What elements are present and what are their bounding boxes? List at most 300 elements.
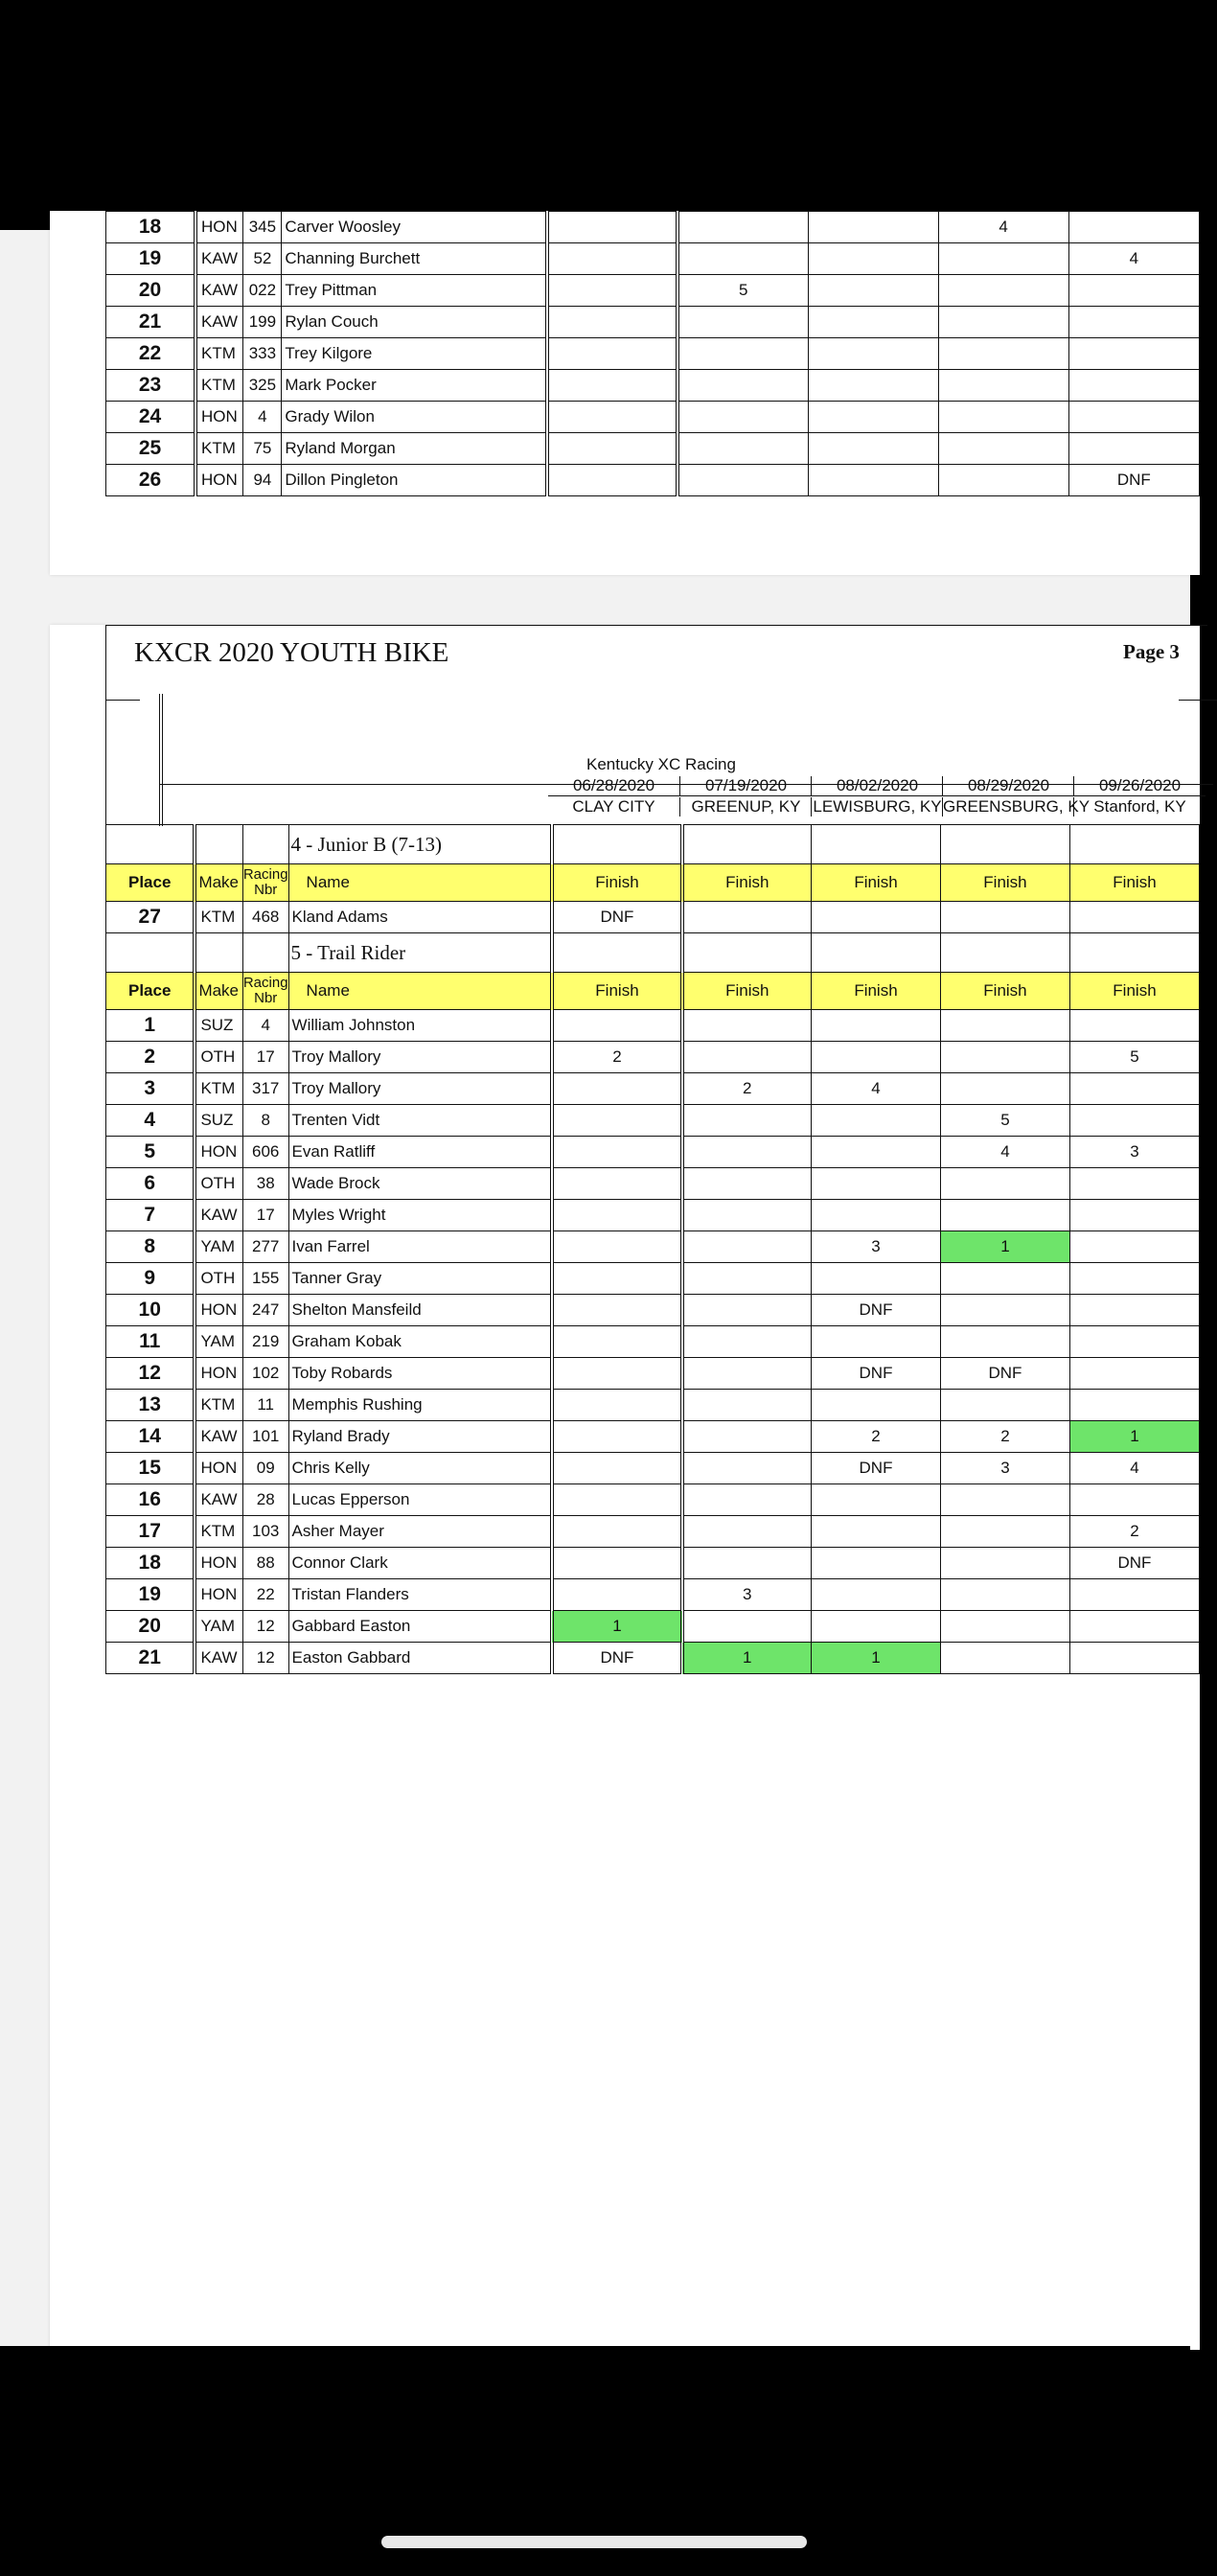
blank-cell <box>106 825 195 864</box>
table-row <box>106 1453 1200 1484</box>
finish-result-cell <box>808 370 938 402</box>
finish-result-cell: DNF <box>1068 465 1199 496</box>
finish-result-cell <box>1069 1326 1199 1358</box>
finish-result-cell <box>682 1611 812 1643</box>
finish-result-cell <box>1069 1579 1199 1611</box>
rider-name-cell: Memphis Rushing <box>288 1390 552 1421</box>
finish-result-cell <box>940 1042 1069 1073</box>
make-header: Make <box>195 864 242 902</box>
racing-number-cell: 52 <box>243 243 282 275</box>
finish-result-cell <box>1068 433 1199 465</box>
class-title-row <box>106 933 1200 973</box>
make-cell: YAM <box>195 1611 242 1643</box>
event-location: CLAY CITY <box>572 797 655 816</box>
make-cell: SUZ <box>195 1010 242 1042</box>
finish-result-cell <box>1069 1231 1199 1263</box>
make-cell: HON <box>195 212 243 243</box>
place-cell: 15 <box>106 1453 195 1484</box>
finish-result-cell <box>677 465 808 496</box>
finish-result-cell: 1 <box>552 1611 681 1643</box>
finish-result-cell <box>552 1137 681 1168</box>
blank-cell <box>682 933 812 973</box>
finish-result-cell: DNF <box>812 1295 941 1326</box>
racing-number-header: Racing Nbr <box>242 864 288 902</box>
finish-result-cell <box>1068 370 1199 402</box>
make-cell: OTH <box>195 1168 242 1200</box>
finish-result-cell <box>1069 1611 1199 1643</box>
finish-result-cell <box>1069 1263 1199 1295</box>
place-cell: 20 <box>106 1611 195 1643</box>
finish-result-cell <box>1068 307 1199 338</box>
racing-number-cell: 28 <box>242 1484 288 1516</box>
finish-result-cell <box>547 433 677 465</box>
finish-result-cell <box>1069 1105 1199 1137</box>
finish-result-cell <box>938 433 1068 465</box>
table-row <box>106 1263 1200 1295</box>
rider-name-cell: Kland Adams <box>288 902 552 933</box>
make-cell: HON <box>195 465 243 496</box>
finish-header: Finish <box>940 864 1069 902</box>
blank-cell <box>940 825 1069 864</box>
rider-name-cell: Evan Ratliff <box>288 1137 552 1168</box>
blank-cell <box>1069 933 1199 973</box>
rider-name-cell: Connor Clark <box>288 1548 552 1579</box>
place-cell: 11 <box>106 1326 195 1358</box>
rider-name-cell: Tanner Gray <box>288 1263 552 1295</box>
finish-result-cell <box>812 1105 941 1137</box>
place-header: Place <box>106 973 195 1010</box>
finish-result-cell <box>682 1326 812 1358</box>
finish-result-cell <box>1069 1484 1199 1516</box>
finish-result-cell: 2 <box>552 1042 681 1073</box>
finish-result-cell <box>812 1326 941 1358</box>
racing-number-cell: 247 <box>242 1295 288 1326</box>
table-row <box>106 338 1200 370</box>
place-cell: 22 <box>106 338 196 370</box>
place-cell: 16 <box>106 1484 195 1516</box>
blank-cell <box>106 933 195 973</box>
finish-result-cell <box>552 1263 681 1295</box>
finish-result-cell <box>812 902 941 933</box>
table-row <box>106 1611 1200 1643</box>
finish-result-cell: 4 <box>938 212 1068 243</box>
finish-result-cell <box>547 338 677 370</box>
finish-result-cell <box>682 1453 812 1484</box>
table-row <box>106 307 1200 338</box>
rider-name-cell: Ivan Farrel <box>288 1231 552 1263</box>
finish-result-cell <box>940 1611 1069 1643</box>
finish-result-cell <box>1068 402 1199 433</box>
finish-result-cell <box>682 1168 812 1200</box>
finish-result-cell: 5 <box>1069 1042 1199 1073</box>
series-name: Kentucky XC Racing <box>586 755 736 773</box>
finish-result-cell <box>1069 1643 1199 1674</box>
table-row <box>106 1358 1200 1390</box>
blank-cell <box>812 825 941 864</box>
place-cell: 2 <box>106 1042 195 1073</box>
table-row <box>106 243 1200 275</box>
class-name: 4 - Junior B (7-13) <box>288 825 552 864</box>
finish-result-cell <box>682 1042 812 1073</box>
event-date: 08/02/2020 <box>811 776 943 796</box>
place-cell: 3 <box>106 1073 195 1105</box>
finish-result-cell: 3 <box>1069 1137 1199 1168</box>
racing-number-cell: 317 <box>242 1073 288 1105</box>
finish-header: Finish <box>682 864 812 902</box>
finish-header: Finish <box>812 864 941 902</box>
make-cell: KAW <box>195 243 243 275</box>
racing-number-cell: 94 <box>243 465 282 496</box>
table-row <box>106 1295 1200 1326</box>
place-cell: 10 <box>106 1295 195 1326</box>
pdf-page-previous <box>50 211 1200 575</box>
rider-name-cell: Tristan Flanders <box>288 1579 552 1611</box>
finish-result-cell: 1 <box>812 1643 941 1674</box>
table-row <box>106 1484 1200 1516</box>
table-row <box>106 1390 1200 1421</box>
home-indicator[interactable] <box>381 2536 807 2548</box>
finish-result-cell <box>552 1295 681 1326</box>
place-cell: 6 <box>106 1168 195 1200</box>
finish-result-cell <box>682 1358 812 1390</box>
table-row <box>106 402 1200 433</box>
place-cell: 24 <box>106 402 196 433</box>
place-cell: 18 <box>106 1548 195 1579</box>
finish-result-cell <box>552 1231 681 1263</box>
finish-result-cell <box>812 1579 941 1611</box>
table-row <box>106 1137 1200 1168</box>
finish-result-cell: DNF <box>940 1358 1069 1390</box>
finish-result-cell <box>938 243 1068 275</box>
racing-number-cell: 88 <box>242 1548 288 1579</box>
finish-result-cell <box>938 338 1068 370</box>
finish-result-cell <box>940 1263 1069 1295</box>
table-row <box>106 1073 1200 1105</box>
finish-result-cell <box>940 1643 1069 1674</box>
finish-result-cell <box>1069 1073 1199 1105</box>
make-cell: KAW <box>195 1643 242 1674</box>
finish-result-cell: DNF <box>1069 1548 1199 1579</box>
finish-result-cell <box>938 465 1068 496</box>
rider-name-cell: Troy Mallory <box>288 1073 552 1105</box>
table-row <box>106 1200 1200 1231</box>
finish-result-cell: 2 <box>812 1421 941 1453</box>
finish-header: Finish <box>552 864 681 902</box>
finish-result-cell <box>682 1421 812 1453</box>
finish-result-cell: 5 <box>677 275 808 307</box>
finish-result-cell <box>1069 1200 1199 1231</box>
rider-name-cell: Wade Brock <box>288 1168 552 1200</box>
rider-name-cell: Troy Mallory <box>288 1042 552 1073</box>
finish-result-cell <box>552 1421 681 1453</box>
racing-number-cell: 022 <box>243 275 282 307</box>
finish-result-cell <box>547 402 677 433</box>
finish-result-cell <box>940 1073 1069 1105</box>
finish-result-cell <box>1068 338 1199 370</box>
event-location: Stanford, KY <box>1073 797 1206 816</box>
finish-result-cell <box>940 1010 1069 1042</box>
make-cell: HON <box>195 1137 242 1168</box>
finish-result-cell: 2 <box>682 1073 812 1105</box>
finish-result-cell <box>677 402 808 433</box>
finish-result-cell <box>940 1484 1069 1516</box>
finish-result-cell <box>682 1548 812 1579</box>
finish-result-cell: 1 <box>1069 1421 1199 1453</box>
finish-result-cell <box>812 1390 941 1421</box>
make-cell: KTM <box>195 338 243 370</box>
finish-result-cell <box>812 1484 941 1516</box>
finish-result-cell <box>940 1579 1069 1611</box>
finish-result-cell: 2 <box>1069 1516 1199 1548</box>
finish-result-cell: 4 <box>1068 243 1199 275</box>
make-cell: HON <box>195 1579 242 1611</box>
finish-result-cell: DNF <box>812 1453 941 1484</box>
table-row <box>106 902 1200 933</box>
event-location: GREENSBURG, KY <box>943 797 1091 816</box>
finish-result-cell: 5 <box>940 1105 1069 1137</box>
blank-cell <box>682 825 812 864</box>
make-cell: OTH <box>195 1042 242 1073</box>
finish-result-cell <box>940 1390 1069 1421</box>
finish-result-cell <box>812 1611 941 1643</box>
finish-result-cell <box>812 1548 941 1579</box>
finish-result-cell <box>547 307 677 338</box>
rider-name-cell: Lucas Epperson <box>288 1484 552 1516</box>
event-date: 07/19/2020 <box>679 776 812 796</box>
place-cell: 17 <box>106 1516 195 1548</box>
make-cell: KTM <box>195 902 242 933</box>
racing-number-cell: 4 <box>242 1010 288 1042</box>
results-table <box>105 824 1200 1674</box>
finish-header: Finish <box>552 973 681 1010</box>
finish-result-cell <box>812 1137 941 1168</box>
place-cell: 1 <box>106 1010 195 1042</box>
finish-result-cell <box>940 1200 1069 1231</box>
event-date: 09/26/2020 <box>1073 776 1206 796</box>
racing-number-cell: 8 <box>242 1105 288 1137</box>
table-row <box>106 1105 1200 1137</box>
racing-number-cell: 12 <box>242 1643 288 1674</box>
finish-header: Finish <box>812 973 941 1010</box>
finish-result-cell <box>552 1579 681 1611</box>
make-cell: SUZ <box>195 1105 242 1137</box>
make-cell: HON <box>195 1295 242 1326</box>
finish-result-cell <box>1069 1168 1199 1200</box>
finish-result-cell <box>682 1295 812 1326</box>
finish-result-cell <box>677 433 808 465</box>
table-row <box>106 1010 1200 1042</box>
racing-number-cell: 17 <box>242 1200 288 1231</box>
place-cell: 13 <box>106 1390 195 1421</box>
document-viewer[interactable] <box>0 216 1190 2346</box>
table-row <box>106 433 1200 465</box>
racing-number-cell: 199 <box>243 307 282 338</box>
place-cell: 14 <box>106 1421 195 1453</box>
finish-result-cell <box>808 243 938 275</box>
finish-result-cell: 3 <box>682 1579 812 1611</box>
racing-number-cell: 22 <box>242 1579 288 1611</box>
rider-name-cell: Chris Kelly <box>288 1453 552 1484</box>
finish-result-cell <box>808 338 938 370</box>
racing-number-cell: 333 <box>243 338 282 370</box>
rider-name-cell: Shelton Mansfeild <box>288 1295 552 1326</box>
rider-name-cell: Trey Pittman <box>282 275 547 307</box>
event-location: GREENUP, KY <box>679 797 812 816</box>
blank-cell <box>242 825 288 864</box>
finish-result-cell <box>677 370 808 402</box>
racing-number-cell: 325 <box>243 370 282 402</box>
finish-result-cell <box>808 465 938 496</box>
results-table-continued <box>105 211 1200 496</box>
table-row <box>106 1042 1200 1073</box>
finish-result-cell <box>682 902 812 933</box>
place-cell: 5 <box>106 1137 195 1168</box>
place-cell: 21 <box>106 1643 195 1674</box>
finish-result-cell <box>682 1484 812 1516</box>
finish-result-cell <box>808 307 938 338</box>
place-cell: 4 <box>106 1105 195 1137</box>
finish-result-cell <box>682 1137 812 1168</box>
make-cell: KAW <box>195 1421 242 1453</box>
rider-name-cell: Asher Mayer <box>288 1516 552 1548</box>
class-name: 5 - Trail Rider <box>288 933 552 973</box>
rider-name-cell: Myles Wright <box>288 1200 552 1231</box>
finish-result-cell <box>682 1010 812 1042</box>
finish-result-cell <box>938 307 1068 338</box>
finish-result-cell <box>940 902 1069 933</box>
rider-name-cell: Dillon Pingleton <box>282 465 547 496</box>
finish-result-cell <box>682 1200 812 1231</box>
rider-name-cell: Carver Woosley <box>282 212 547 243</box>
page-number-label: Page 3 <box>1123 640 1180 663</box>
rider-name-cell: Mark Pocker <box>282 370 547 402</box>
make-cell: KAW <box>195 275 243 307</box>
place-cell: 19 <box>106 1579 195 1611</box>
bottom-bar <box>0 2346 1190 2576</box>
place-cell: 21 <box>106 307 196 338</box>
finish-result-cell <box>677 338 808 370</box>
table-row <box>106 1231 1200 1263</box>
racing-number-cell: 75 <box>243 433 282 465</box>
finish-result-cell <box>812 1516 941 1548</box>
place-cell: 23 <box>106 370 196 402</box>
finish-result-cell <box>552 1105 681 1137</box>
table-row <box>106 1579 1200 1611</box>
column-header-row <box>106 973 1200 1010</box>
make-cell: KTM <box>195 370 243 402</box>
make-cell: KTM <box>195 1516 242 1548</box>
rider-name-cell: Toby Robards <box>288 1358 552 1390</box>
finish-result-cell: 3 <box>812 1231 941 1263</box>
finish-result-cell: DNF <box>552 902 681 933</box>
finish-result-cell <box>812 1200 941 1231</box>
rider-name-cell: Graham Kobak <box>288 1326 552 1358</box>
racing-number-cell: 11 <box>242 1390 288 1421</box>
finish-result-cell: DNF <box>812 1358 941 1390</box>
finish-result-cell <box>677 212 808 243</box>
finish-result-cell <box>552 1453 681 1484</box>
table-row <box>106 1326 1200 1358</box>
finish-result-cell <box>547 243 677 275</box>
racing-number-cell: 219 <box>242 1326 288 1358</box>
blank-cell <box>1069 825 1199 864</box>
racing-number-cell: 606 <box>242 1137 288 1168</box>
finish-result-cell <box>1069 1010 1199 1042</box>
finish-result-cell <box>677 307 808 338</box>
finish-result-cell <box>938 402 1068 433</box>
racing-number-cell: 468 <box>242 902 288 933</box>
finish-result-cell <box>682 1390 812 1421</box>
place-cell: 25 <box>106 433 196 465</box>
finish-result-cell: DNF <box>552 1643 681 1674</box>
finish-result-cell <box>552 1010 681 1042</box>
racing-number-cell: 12 <box>242 1611 288 1643</box>
blank-cell <box>195 933 242 973</box>
name-header: Name <box>288 864 552 902</box>
finish-result-cell <box>940 1548 1069 1579</box>
rider-name-cell: Grady Wilon <box>282 402 547 433</box>
racing-number-header: Racing Nbr <box>242 973 288 1010</box>
make-cell: KTM <box>195 1390 242 1421</box>
table-row <box>106 1516 1200 1548</box>
racing-number-cell: 102 <box>242 1358 288 1390</box>
column-header-row <box>106 864 1200 902</box>
racing-number-cell: 103 <box>242 1516 288 1548</box>
place-cell: 7 <box>106 1200 195 1231</box>
finish-result-cell <box>940 1516 1069 1548</box>
finish-result-cell <box>547 275 677 307</box>
finish-result-cell <box>552 1326 681 1358</box>
finish-result-cell <box>808 275 938 307</box>
rider-name-cell: Channing Burchett <box>282 243 547 275</box>
table-row <box>106 1548 1200 1579</box>
finish-result-cell <box>1069 1358 1199 1390</box>
place-cell: 9 <box>106 1263 195 1295</box>
place-cell: 26 <box>106 465 196 496</box>
rider-name-cell: Rylan Couch <box>282 307 547 338</box>
finish-header: Finish <box>682 973 812 1010</box>
make-header: Make <box>195 973 242 1010</box>
make-cell: KTM <box>195 433 243 465</box>
table-row <box>106 275 1200 307</box>
finish-result-cell <box>682 1516 812 1548</box>
blank-cell <box>552 825 681 864</box>
finish-result-cell <box>938 275 1068 307</box>
finish-result-cell <box>552 1516 681 1548</box>
blank-cell <box>812 933 941 973</box>
table-row <box>106 465 1200 496</box>
event-date: 06/28/2020 <box>548 776 679 796</box>
finish-result-cell <box>812 1168 941 1200</box>
finish-result-cell <box>682 1231 812 1263</box>
finish-result-cell <box>552 1200 681 1231</box>
blank-cell <box>552 933 681 973</box>
finish-header: Finish <box>1069 864 1199 902</box>
finish-result-cell <box>812 1010 941 1042</box>
status-bar-area <box>0 0 1190 230</box>
rider-name-cell: Ryland Morgan <box>282 433 547 465</box>
finish-result-cell <box>552 1073 681 1105</box>
table-row <box>106 1421 1200 1453</box>
finish-result-cell: 3 <box>940 1453 1069 1484</box>
class-title-row <box>106 825 1200 864</box>
racing-number-cell: 4 <box>243 402 282 433</box>
finish-result-cell <box>552 1168 681 1200</box>
racing-number-cell: 345 <box>243 212 282 243</box>
document-title: KXCR 2020 YOUTH BIKE <box>134 637 449 668</box>
place-cell: 20 <box>106 275 196 307</box>
racing-number-cell: 38 <box>242 1168 288 1200</box>
